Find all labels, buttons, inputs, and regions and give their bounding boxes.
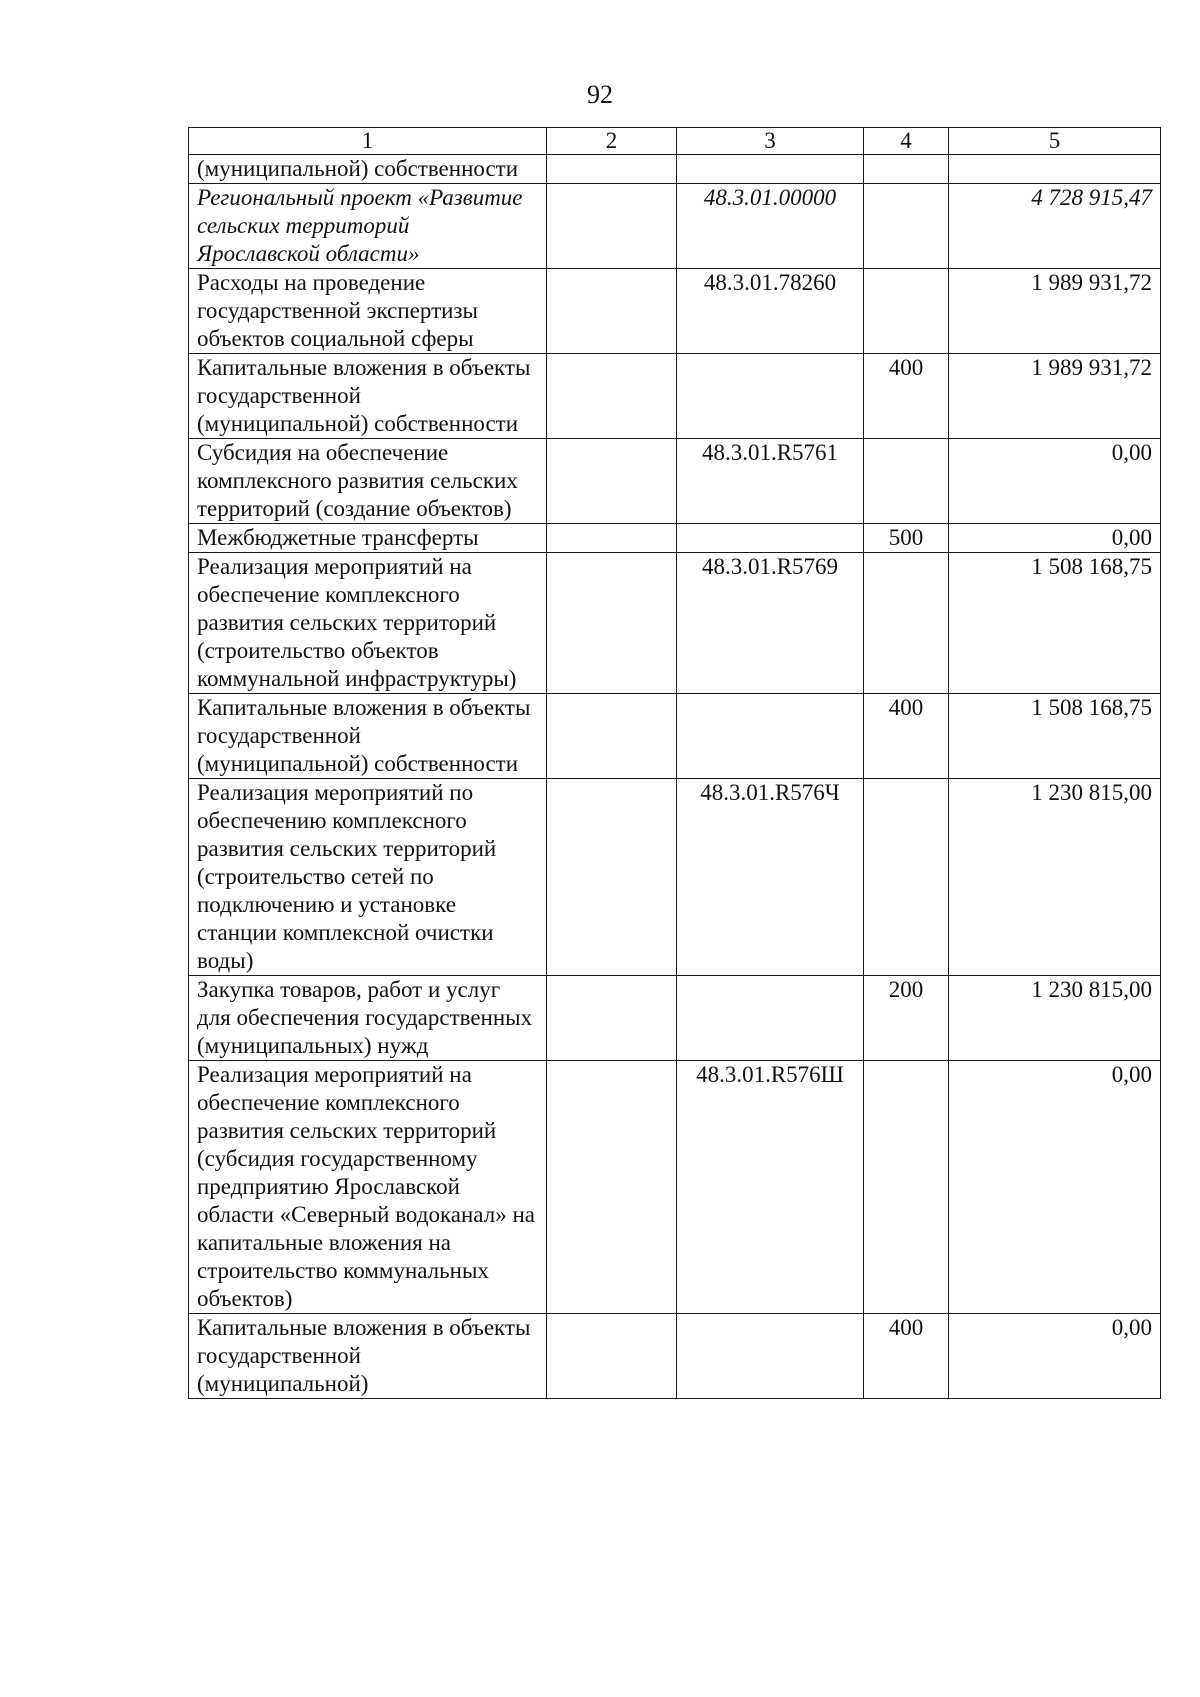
row-name-cell: Региональный проект «Развитие сельских территорий Ярославской области» <box>189 184 547 269</box>
row-name-cell: (муниципальной) собственности <box>189 155 547 184</box>
row-amount-cell: 0,00 <box>949 439 1161 524</box>
column-header-3: 3 <box>677 128 864 155</box>
table-row <box>189 269 1161 354</box>
table-row <box>189 553 1161 694</box>
row-type-cell: 400 <box>864 694 949 779</box>
row-code-cell <box>677 155 864 184</box>
table-row <box>189 439 1161 524</box>
table-row <box>189 155 1161 184</box>
row-amount-cell: 0,00 <box>949 1061 1161 1314</box>
row-type-cell <box>864 155 949 184</box>
row-column-2-cell <box>547 269 677 354</box>
header-row <box>189 128 1161 155</box>
row-type-cell <box>864 553 949 694</box>
row-column-2-cell <box>547 1061 677 1314</box>
column-header-4: 4 <box>864 128 949 155</box>
row-code-cell <box>677 694 864 779</box>
row-column-2-cell <box>547 694 677 779</box>
column-header-1: 1 <box>189 128 547 155</box>
row-name-cell: Реализация мероприятий на обеспечение комплексного развития сельских территорий (строительство объектов коммунальной инфраструктуры) <box>189 553 547 694</box>
row-name-cell: Межбюджетные трансферты <box>189 524 547 553</box>
row-column-2-cell <box>547 354 677 439</box>
row-name-cell: Реализация мероприятий по обеспечению комплексного развития сельских территорий (строительство сетей по подключению и установке станции комплексной очистки воды) <box>189 779 547 976</box>
page-number: 92 <box>587 80 613 109</box>
row-column-2-cell <box>547 439 677 524</box>
row-amount-cell: 1 989 931,72 <box>949 354 1161 439</box>
row-type-cell: 200 <box>864 976 949 1061</box>
row-type-cell: 400 <box>864 1314 949 1399</box>
row-type-cell: 400 <box>864 354 949 439</box>
row-amount-cell: 1 230 815,00 <box>949 779 1161 976</box>
row-name-cell: Закупка товаров, работ и услуг для обеспечения государственных (муниципальных) нужд <box>189 976 547 1061</box>
row-type-cell <box>864 184 949 269</box>
row-column-2-cell <box>547 524 677 553</box>
row-code-cell: 48.3.01.00000 <box>677 184 864 269</box>
row-name-cell: Расходы на проведение государственной экспертизы объектов социальной сферы <box>189 269 547 354</box>
row-name-cell: Капитальные вложения в объекты государственной (муниципальной) собственности <box>189 694 547 779</box>
table-row <box>189 694 1161 779</box>
column-header-5: 5 <box>949 128 1161 155</box>
table-row <box>189 1061 1161 1314</box>
row-column-2-cell <box>547 155 677 184</box>
row-column-2-cell <box>547 184 677 269</box>
row-amount-cell: 1 508 168,75 <box>949 553 1161 694</box>
row-code-cell <box>677 524 864 553</box>
row-code-cell: 48.3.01.R5769 <box>677 553 864 694</box>
row-amount-cell: 1 508 168,75 <box>949 694 1161 779</box>
row-column-2-cell <box>547 1314 677 1399</box>
table-row <box>189 524 1161 553</box>
row-column-2-cell <box>547 976 677 1061</box>
row-code-cell: 48.3.01.R576Ш <box>677 1061 864 1314</box>
row-amount-cell: 4 728 915,47 <box>949 184 1161 269</box>
row-amount-cell: 1 989 931,72 <box>949 269 1161 354</box>
row-type-cell <box>864 439 949 524</box>
row-code-cell: 48.3.01.R5761 <box>677 439 864 524</box>
row-amount-cell: 1 230 815,00 <box>949 976 1161 1061</box>
row-type-cell <box>864 1061 949 1314</box>
row-type-cell <box>864 779 949 976</box>
table-row <box>189 354 1161 439</box>
table-row <box>189 1314 1161 1399</box>
row-code-cell: 48.3.01.R576Ч <box>677 779 864 976</box>
row-type-cell <box>864 269 949 354</box>
row-code-cell <box>677 354 864 439</box>
column-header-2: 2 <box>547 128 677 155</box>
row-amount-cell: 0,00 <box>949 524 1161 553</box>
row-column-2-cell <box>547 553 677 694</box>
table-row <box>189 779 1161 976</box>
row-code-cell <box>677 976 864 1061</box>
row-column-2-cell <box>547 779 677 976</box>
row-name-cell: Капитальные вложения в объекты государственной (муниципальной) <box>189 1314 547 1399</box>
row-amount-cell: 0,00 <box>949 1314 1161 1399</box>
row-name-cell: Субсидия на обеспечение комплексного развития сельских территорий (создание объектов) <box>189 439 547 524</box>
table-row <box>189 976 1161 1061</box>
table-body <box>189 155 1161 1399</box>
budget-table <box>188 127 1161 1399</box>
row-amount-cell <box>949 155 1161 184</box>
row-name-cell: Реализация мероприятий на обеспечение комплексного развития сельских территорий (субсидия государственному предприятию Ярославской области «Северный водоканал» на капитальные вложения на строительство коммунальных объектов) <box>189 1061 547 1314</box>
row-name-cell: Капитальные вложения в объекты государственной (муниципальной) собственности <box>189 354 547 439</box>
row-code-cell: 48.3.01.78260 <box>677 269 864 354</box>
row-code-cell <box>677 1314 864 1399</box>
row-type-cell: 500 <box>864 524 949 553</box>
table-row <box>189 184 1161 269</box>
